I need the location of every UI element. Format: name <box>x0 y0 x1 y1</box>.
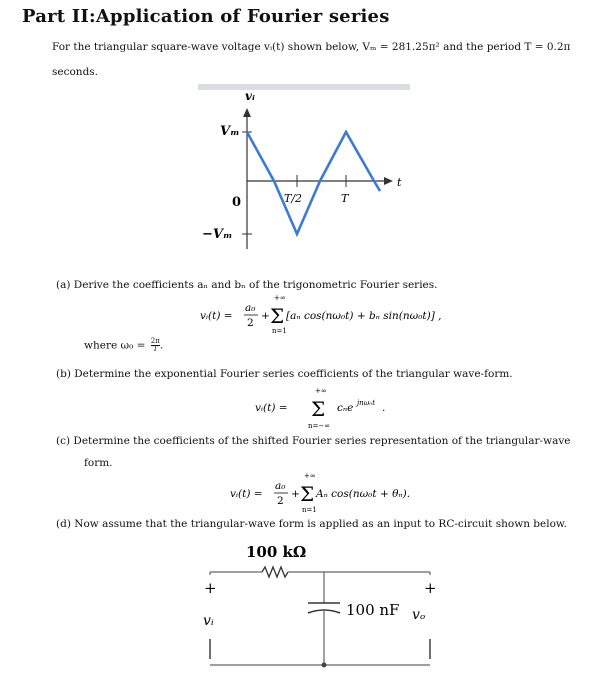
part-c-text-line-2: form. <box>84 457 113 469</box>
intro-line-2: seconds. <box>52 66 99 78</box>
part-b-sum-upper: +∞ <box>315 387 327 395</box>
y-axis-label: vᵢ <box>245 89 255 103</box>
part-a-where: where ω₀ = $\frac{2\pi}{T}$ . <box>84 337 164 353</box>
neg-vm-label: −Vₘ <box>202 227 233 242</box>
part-a-equation <box>200 292 490 336</box>
resistor-label: 100 kΩ <box>246 543 307 561</box>
part-a-lhs: vᵢ(t) = <box>200 310 233 322</box>
part-b-sum-lower: n=−∞ <box>308 422 331 430</box>
part-c-body: Aₙ cos(nω₀t + θₙ). <box>316 488 411 500</box>
part-a-body: [aₙ cos(nω₀t) + bₙ sin(nω₀t)] , <box>286 310 442 322</box>
part-b-period: . <box>382 402 386 414</box>
output-plus: + <box>424 579 437 597</box>
part-a-plus: + <box>261 310 270 322</box>
part-a-text: (a) Derive the coefficients aₙ and bₙ of the trigonometric Fourier series. <box>56 279 438 291</box>
part-c-sum-symbol: Σ <box>300 482 315 506</box>
part-a-w0-den: T <box>152 345 158 353</box>
part-a-where-text: where ω₀ = <box>84 339 146 352</box>
part-b-equation <box>255 384 425 434</box>
part-a-a0-num: a₀ <box>245 302 256 314</box>
figure-top-band <box>198 84 410 90</box>
bottom-junction-dot <box>322 663 327 668</box>
part-d-text: (d) Now assume that the triangular-wave form is applied as an input to RC-circuit shown below. <box>56 518 567 530</box>
half-period-label: T/2 <box>284 192 303 205</box>
output-label: vₒ <box>412 607 426 623</box>
capacitor-label: 100 nF <box>346 601 400 619</box>
zero-label: 0 <box>232 195 242 210</box>
part-c-sum-upper: +∞ <box>304 472 316 480</box>
part-a-sum-lower: n=1 <box>272 327 287 335</box>
intro-line-1: For the triangular square-wave voltage vᵢ(t) shown below, Vₘ = 281.25π² and the period T = 0.2π <box>52 41 571 53</box>
part-a-sum-upper: +∞ <box>274 294 286 302</box>
part-c-lhs: vᵢ(t) = <box>230 488 263 500</box>
part-b-exponent: jnω₀t <box>357 399 376 407</box>
part-a-sum-symbol: Σ <box>270 304 285 328</box>
part-a-w0-num: 2π <box>150 337 160 345</box>
resistor-symbol <box>262 567 288 577</box>
t-axis-label: t <box>397 176 402 189</box>
vm-label: Vₘ <box>220 124 240 139</box>
page-title: Part II:Application of Fourier series <box>22 6 390 27</box>
part-a-w0-fraction <box>151 338 160 353</box>
triangular-wave-trace <box>247 132 380 234</box>
part-a-a0-den: 2 <box>247 317 254 329</box>
part-c-equation <box>230 470 460 516</box>
period-label: T <box>341 192 349 205</box>
part-b-body: cₙe <box>337 402 354 414</box>
triangular-waveform-figure <box>190 84 420 269</box>
part-c-a0-den: 2 <box>277 495 284 507</box>
y-axis-arrow <box>243 108 251 117</box>
part-b-text: (b) Determine the exponential Fourier series coefficients of the triangular wave-form. <box>56 368 513 380</box>
rc-circuit-figure <box>190 535 460 700</box>
part-c-plus: + <box>291 488 300 500</box>
part-c-a0-num: a₀ <box>275 480 286 492</box>
input-plus: + <box>204 579 217 597</box>
part-c-sum-lower: n=1 <box>302 506 317 514</box>
part-c-text-line-1: (c) Determine the coefficients of the shifted Fourier series representation of the triangular-wave <box>56 435 571 447</box>
input-label: vᵢ <box>203 613 214 629</box>
x-axis-arrow <box>384 177 393 185</box>
part-b-lhs: vᵢ(t) = <box>255 402 288 414</box>
part-b-sum-symbol: Σ <box>311 397 326 421</box>
